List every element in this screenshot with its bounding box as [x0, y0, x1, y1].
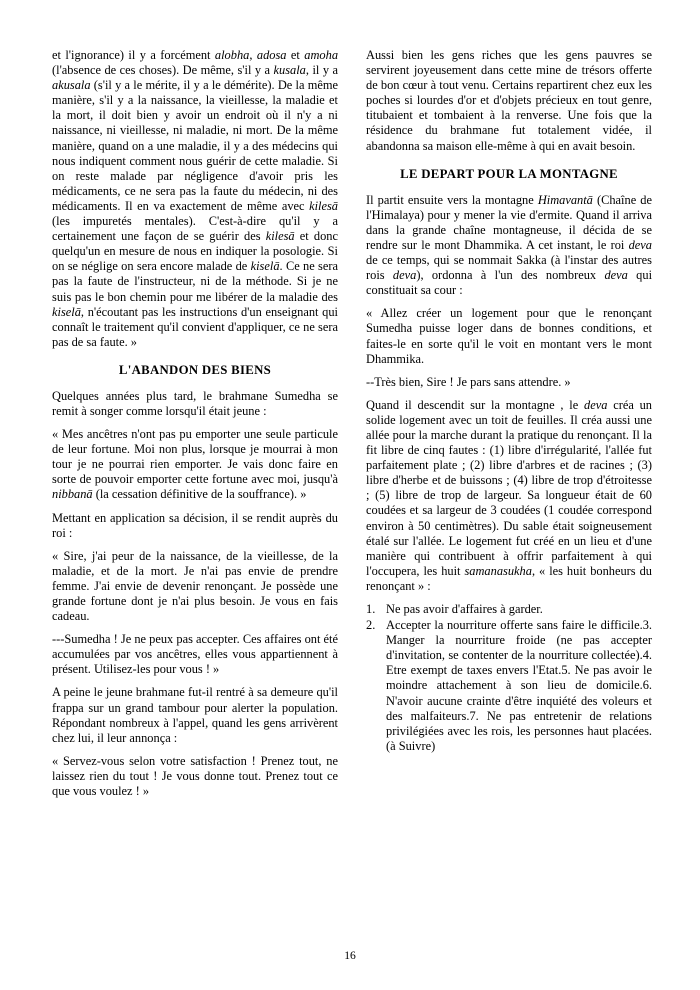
paragraph: Il partit ensuite vers la montagne Himavantā (Chaîne de l'Himalaya) pour y mener la vie d'ermite. Quand il arriva dans la grande chaîne montagneuse, il décida de se rendre sur le mont Dhammika. A cet instant, le roi deva de ce temps, qui se nommait Sakka (à l'instar des autres rois deva), ordonna à l'un des nombreux deva qui constituait sa cour :: [366, 192, 653, 298]
list-item-number: 2.: [366, 618, 376, 633]
paragraph: Aussi bien les gens riches que les gens pauvres se servirent joyeusement dans cette mine de trésors offerte de bon cœur à tout venu. Certains repartirent chez eux les poches si lourdes d'or et d'objets précieux en tout genre, titubaient et tombaient à la renverse. Une fois que la résidence du brahmane fut totalement vidée, il abandonna sa maison elle-même à qui en avait besoin.: [366, 48, 652, 153]
paragraph: ---Sumedha ! Je ne peux pas accepter. Ces affaires ont été accumulées par vos ancêtres, elles vous appartiennent à présent. Utilisez-les pour vous ! »: [52, 632, 338, 677]
paragraph: « Servez-vous selon votre satisfaction ! Prenez tout, ne laissez rien du tout ! Je vous donne tout. Prenez tout ce que vous voulez ! »: [52, 753, 338, 799]
section-heading-depart-pour-la-montagne: LE DEPART POUR LA MONTAGNE: [400, 166, 618, 181]
list-item-text: Accepter la nourriture offerte sans faire le difficile.3. Manger la nourriture froide (ne pas accepter d'invitation, se contenter de la nourriture collectée).4. Etre exempt de taxes envers l'Etat.5. Ne pas avoir le moindre attachement à son lieu de domicile.6. N'avoir aucune crainte d'être inquiété des voleurs et des malfaiteurs.7. Ne pas entretenir de relations privilégiées avec les rois, les personnes haut placées. (à Suivre): [386, 618, 652, 753]
list-item: [366, 618, 652, 754]
paragraph: et l'ignorance) il y a forcément alobha, adosa et amoha (l'absence de ces choses). De même, s'il y a kusala, il y a akusala (s'il y a le mérite, il y a le démérite). De la même manière, s'il y a la naissance, la vieillesse, la maladie et la mort, il doit bien y avoir un endroit où il n'y a ni naissance, ni vieillesse, ni maladie, ni mort. De la même manière, quand on a une maladie, il y a des médecins qui nous indiquent comment nous guérir de cette maladie. Si on reste malade par négligence d'avoir pris les médicaments, ce ne sera pas la faute du médecin, ni des médicaments. Il en va exactement de même avec kilesā (les impuretés mentales). C'est-à-dire qu'il y a certainement une façon de se guérir des kilesā et donc quelqu'un en mesure de nous en indiquer la posologie. Si on se néglige on sera encore malade de kiselā. Ce ne sera pas la faute de l'instructeur, ni de la méthode. Si je ne suis pas le bon chemin pour me libérer de la maladie des kiselā, n'écoutant pas les instructions d'un enseignant qui connaît le traitement qu'il convient d'appliquer, ce ne sera pas de sa faute. »: [52, 48, 339, 349]
two-column-layout: [52, 48, 653, 928]
paragraph: Quand il descendit sur la montagne , le deva créa un solide logement avec un toit de feuilles. Il créa aussi une allée pour la marche durant la pratique du renonçant. Il la fit libre de cinq fautes : (1) libre d'irrégularité, l'allée fut parfaitement plate ; (2) libre d'arbres et de racines ; (3) libre d'herbe et de buissons ; (4) libre de trop d'étroitesse ; (5) libre de trop de largeur. Sa longueur était de 60 coudées et sa largeur de 3 coudées (1 coudée correspond environ à 50 centimètres). Du sable était soigneusement étalé sur l'allée. Le logement fut créé en un lieu et d'une manière qui contribuent à offrir parfaitement à qui l'occupera, les huit samanasukha, « les huit bonheurs du renonçant » :: [366, 397, 652, 593]
paragraph: « Allez créer un logement pour que le renonçant Sumedha puisse loger dans de bonnes conditions, et faites-le en sorte qu'il le voit en montant vers le mont Dhammika.: [366, 306, 652, 366]
list-item-text: Ne pas avoir d'affaires à garder.: [386, 602, 543, 616]
list-item: [366, 602, 652, 617]
paragraph: A peine le jeune brahmane fut-il rentré à sa demeure qu'il frappa sur un grand tambour pour alerter la population. Répondant nombreux à l'appel, quand les gens arrivèrent chez lui, il leur annonça :: [52, 685, 338, 745]
list-item-number: 1.: [366, 602, 376, 616]
paragraph: Quelques années plus tard, le brahmane Sumedha se remit à songer comme lorsqu'il était jeune :: [52, 388, 338, 418]
paragraph: Mettant en application sa décision, il se rendit auprès du roi :: [52, 510, 338, 540]
left-column: [52, 48, 338, 928]
numbered-list: [366, 602, 652, 754]
paragraph: « Mes ancêtres n'ont pas pu emporter une seule particule de leur fortune. Moi non plus, lorsque je mourrai à mon tour je ne pourrai rien emporter. Je vais donc faire en sorte de pouvoir emporter cette fortune avec moi, jusqu'à nibbanā (la cessation définitive de la souffrance). »: [52, 427, 338, 502]
page-number: 16: [344, 949, 356, 962]
paragraph: --Très bien, Sire ! Je pars sans attendre. »: [366, 374, 571, 389]
section-heading-abandon-des-biens: L'ABANDON DES BIENS: [118, 362, 272, 377]
right-column: [366, 48, 652, 928]
paragraph: « Sire, j'ai peur de la naissance, de la vieillesse, de la maladie, et de la mort. Je n'ai pas envie de prendre femme. J'ai envie de devenir renonçant. Je possède une grande fortune dont je n'ai plus besoin. Je vous en fais cadeau.: [52, 548, 338, 624]
